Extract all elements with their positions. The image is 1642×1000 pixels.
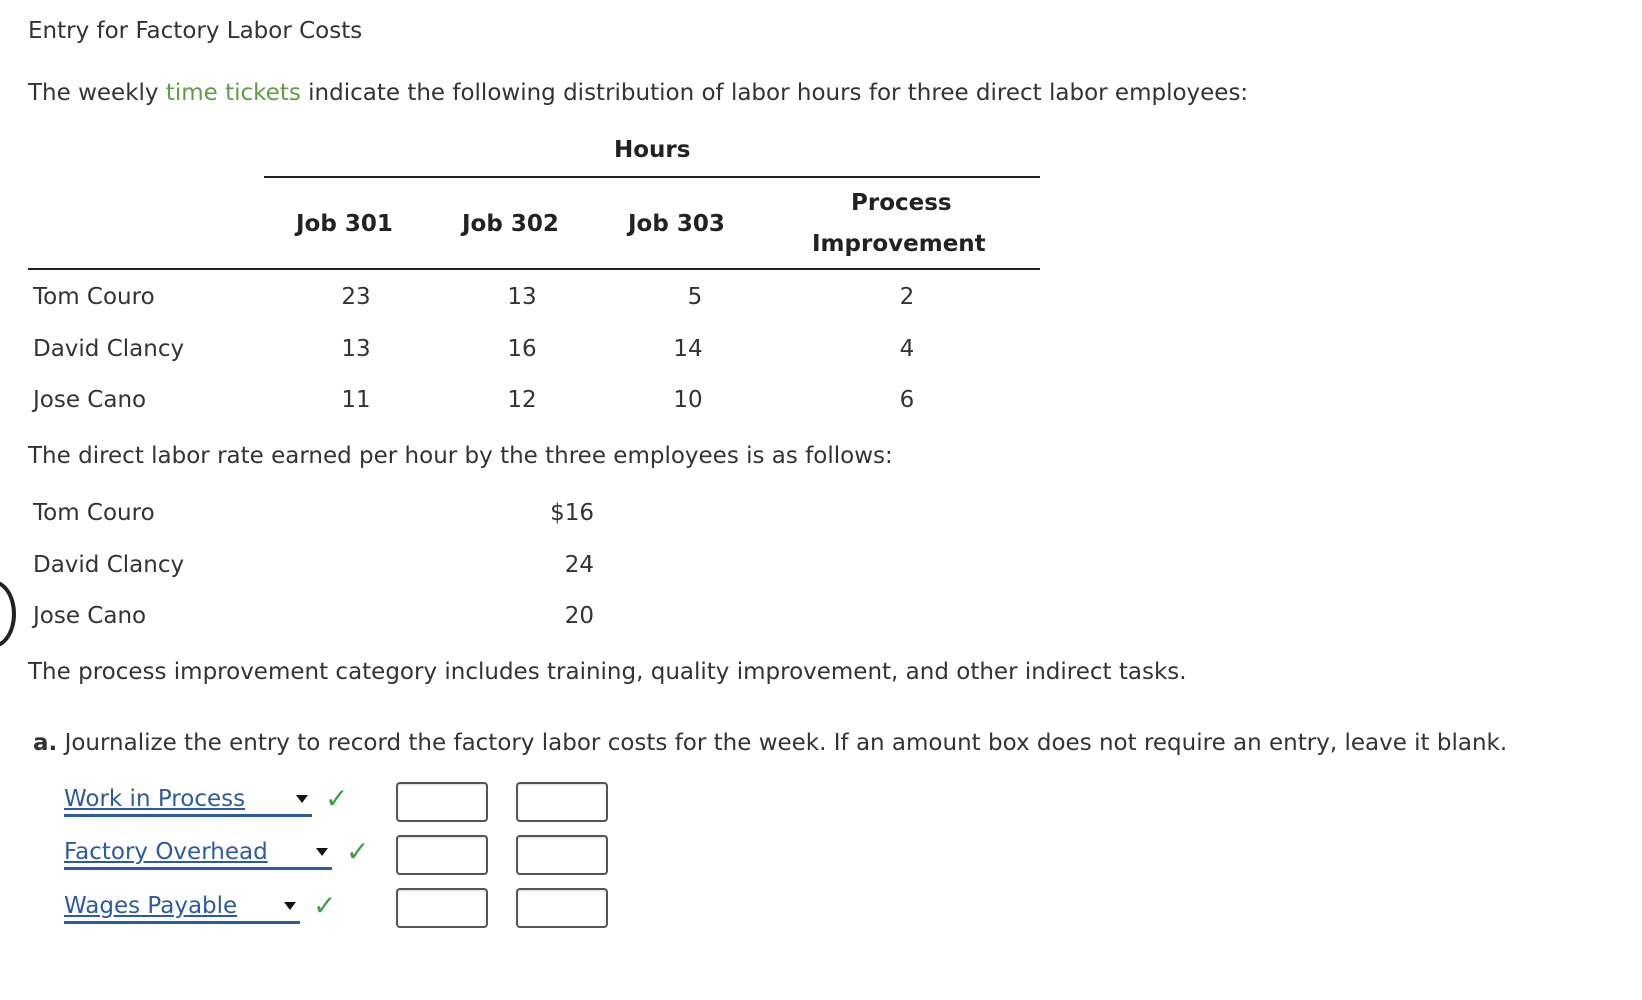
row-name: Jose Cano [33,387,147,413]
table-cell: 13 [341,336,371,362]
row-name: David Clancy [33,336,185,362]
credit-input[interactable] [516,835,608,875]
table-cell: 14 [673,336,703,362]
time-tickets-link[interactable]: time tickets [165,80,301,106]
debit-input[interactable] [396,835,488,875]
intro-paragraph [28,80,1248,106]
account-select-3[interactable] [64,891,300,924]
rate-value: 24 [564,552,594,578]
col-process: Process [851,190,952,216]
table-cell: 12 [507,387,537,413]
table-cell: 5 [687,284,703,310]
question-text: Journalize the entry to record the factory labor costs for the week. If an amount box does not require an entry, leave it blank. [57,730,1508,756]
rate-name: David Clancy [33,552,185,578]
account-select-2[interactable] [64,837,332,870]
dropdown-arrow-icon [296,795,308,803]
rate-name: Jose Cano [33,603,147,629]
hours-rule [264,176,1040,178]
rate-text: The direct labor rate earned per hour by the three employees is as follows: [28,443,893,469]
account-select-1[interactable] [64,784,312,817]
table-cell: 23 [341,284,371,310]
intro-before: The weekly [28,80,166,106]
table-cell: 6 [899,387,915,413]
table-cell: 10 [673,387,703,413]
process-note: The process improvement category includes training, quality improvement, and other indirect tasks. [28,659,1187,685]
debit-input[interactable] [396,888,488,928]
col-job-301: Job 301 [296,211,393,237]
col-improvement: Improvement [812,231,986,257]
account-select-value: Factory Overhead [64,839,268,865]
rate-value: 20 [564,603,594,629]
col-job-303: Job 303 [628,211,725,237]
intro-after: indicate the following distribution of labor hours for three direct labor employees: [300,80,1249,106]
question-a [33,730,1507,756]
table-cell: 11 [341,387,371,413]
rate-value: $16 [550,500,594,526]
table-cell: 4 [899,336,915,362]
check-icon: ✓ [313,889,337,922]
credit-input[interactable] [516,782,608,822]
dropdown-arrow-icon [316,848,328,856]
account-select-value: Wages Payable [64,893,238,919]
account-select-value: Work in Process [64,786,246,812]
hours-header: Hours [614,137,691,163]
table-cell: 2 [899,284,915,310]
dropdown-arrow-icon [284,902,296,910]
debit-input[interactable] [396,782,488,822]
header-rule [28,268,1040,270]
check-icon: ✓ [325,782,349,815]
table-cell: 13 [507,284,537,310]
credit-input[interactable] [516,888,608,928]
rate-name: Tom Couro [33,500,155,526]
page-title: Entry for Factory Labor Costs [28,18,363,44]
check-icon: ✓ [346,835,370,868]
table-cell: 16 [507,336,537,362]
col-job-302: Job 302 [462,211,559,237]
question-label: a. [33,730,58,756]
row-name: Tom Couro [33,284,155,310]
partial-circle-icon [0,580,16,648]
